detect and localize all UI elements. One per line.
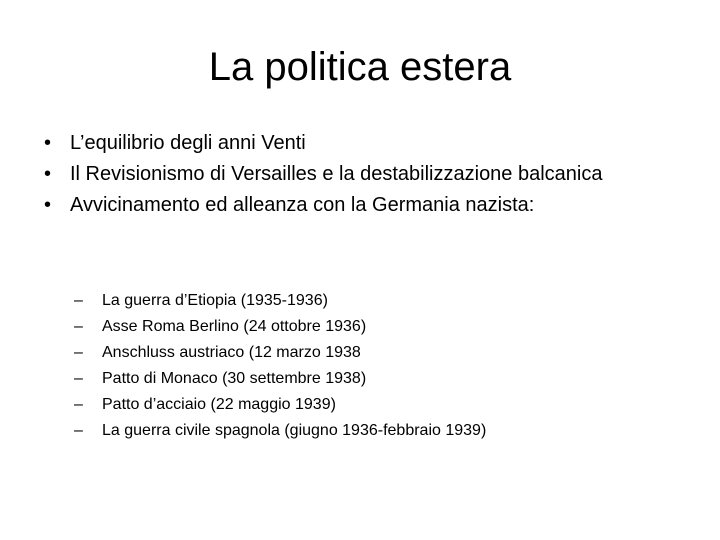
sub-bullet-text: Patto d’acciaio (22 maggio 1939) xyxy=(102,396,336,413)
sub-bullet-item xyxy=(74,366,674,392)
bullet-text: Il Revisionismo di Versailles e la destabilizzazione balcanica xyxy=(70,163,603,185)
sub-bullet-item xyxy=(74,288,674,314)
dash-marker: – xyxy=(74,292,83,309)
sub-bullet-list xyxy=(74,288,674,444)
sub-bullet-text: La guerra d’Etiopia (1935-1936) xyxy=(102,292,328,309)
sub-bullet-text: Patto di Monaco (30 settembre 1938) xyxy=(102,370,367,387)
sub-bullet-item xyxy=(74,392,674,418)
bullet-item xyxy=(44,191,684,220)
dash-marker: – xyxy=(74,422,83,439)
bullet-marker: • xyxy=(44,132,52,154)
bullet-text: L’equilibrio degli anni Venti xyxy=(70,132,306,154)
dash-marker: – xyxy=(74,370,83,387)
sub-bullet-item xyxy=(74,418,674,444)
sub-bullet-text: Asse Roma Berlino (24 ottobre 1936) xyxy=(102,318,367,335)
sub-bullet-text: La guerra civile spagnola (giugno 1936-febbraio 1939) xyxy=(102,422,487,439)
bullet-marker: • xyxy=(44,194,52,216)
bullet-marker: • xyxy=(44,163,52,185)
dash-marker: – xyxy=(74,318,83,335)
bullet-item xyxy=(44,162,684,187)
dash-marker: – xyxy=(74,344,83,361)
sub-bullet-text: Anschluss austriaco (12 marzo 1938 xyxy=(102,344,361,361)
bullet-item xyxy=(44,129,684,158)
bullet-list xyxy=(44,129,684,220)
sub-bullet-item xyxy=(74,340,674,366)
sub-bullet-item xyxy=(74,314,674,340)
dash-marker: – xyxy=(74,396,83,413)
bullet-text: Avvicinamento ed alleanza con la Germania nazista: xyxy=(70,194,535,216)
slide-title: La politica estera xyxy=(208,45,512,89)
